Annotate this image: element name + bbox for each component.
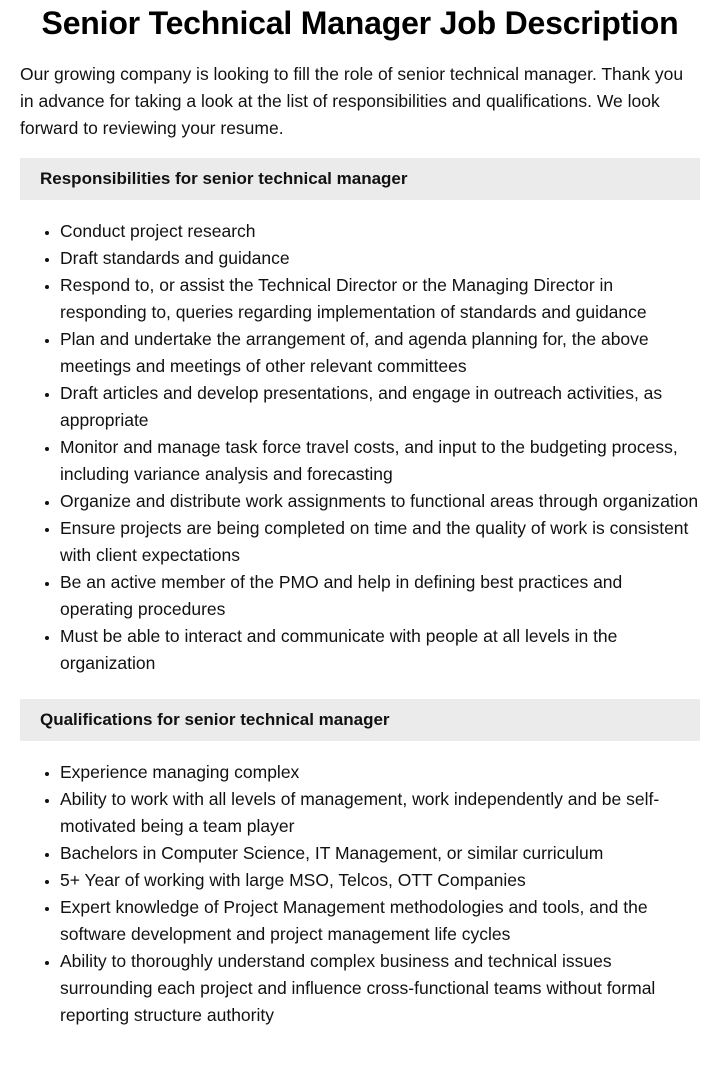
list-item: • Organize and distribute work assignments to functional areas through organization (60, 488, 700, 515)
list-item: • Bachelors in Computer Science, IT Management, or similar curriculum (60, 840, 700, 867)
list-item: • Plan and undertake the arrangement of, and agenda planning for, the above meetings and meetings of other relevant committees (60, 326, 700, 380)
responsibilities-heading: Responsibilities for senior technical manager (20, 158, 700, 200)
list-item: • Monitor and manage task force travel costs, and input to the budgeting process, including variance analysis and forecasting (60, 434, 700, 488)
qualifications-heading: Qualifications for senior technical manager (20, 699, 700, 741)
list-item: • Draft articles and develop presentations, and engage in outreach activities, as appropriate (60, 380, 700, 434)
list-item: • 5+ Year of working with large MSO, Telcos, OTT Companies (60, 867, 700, 894)
list-item: • Respond to, or assist the Technical Director or the Managing Director in responding to, queries regarding implementation of standards and guidance (60, 272, 700, 326)
qualifications-list (20, 759, 700, 1029)
list-item: • Must be able to interact and communicate with people at all levels in the organization (60, 623, 700, 677)
responsibilities-list (20, 218, 700, 677)
list-item: • Draft standards and guidance (60, 245, 700, 272)
list-item: • Experience managing complex (60, 759, 700, 786)
page-title: Senior Technical Manager Job Description (41, 5, 679, 41)
list-item: • Ability to thoroughly understand complex business and technical issues surrounding each project and influence cross-functional teams without formal reporting structure authority (60, 948, 700, 1029)
intro-paragraph: Our growing company is looking to fill the role of senior technical manager. Thank you in advance for taking a look at the list of responsibilities and qualifications. We look forward to reviewing your resume. (20, 64, 684, 138)
list-item: • Conduct project research (60, 218, 700, 245)
list-item: • Ensure projects are being completed on time and the quality of work is consistent with client expectations (60, 515, 700, 569)
list-item: • Be an active member of the PMO and help in defining best practices and operating procedures (60, 569, 700, 623)
list-item: • Expert knowledge of Project Management methodologies and tools, and the software development and project management life cycles (60, 894, 700, 948)
list-item: • Ability to work with all levels of management, work independently and be self-motivated being a team player (60, 786, 700, 840)
